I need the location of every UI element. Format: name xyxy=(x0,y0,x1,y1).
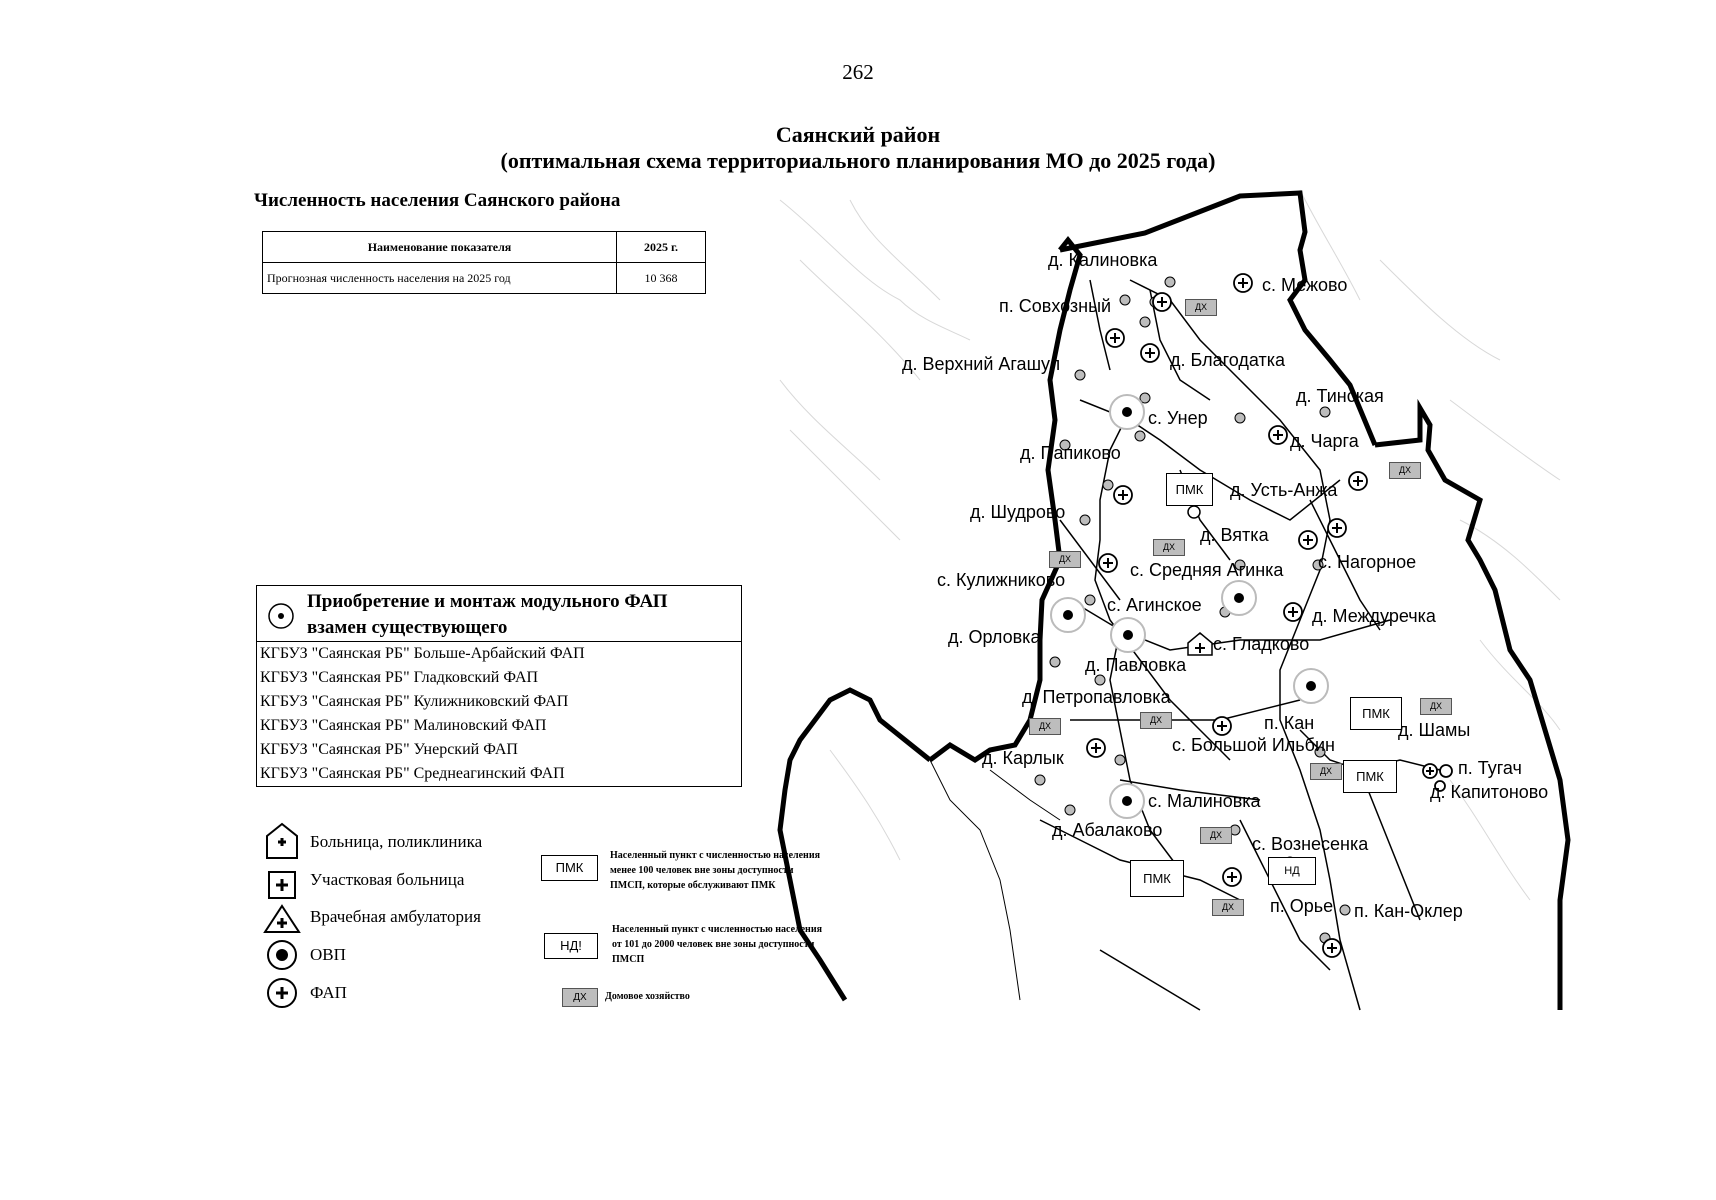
fap-icon xyxy=(1299,531,1317,549)
settlement-marker xyxy=(1188,506,1200,518)
fap-icon xyxy=(1114,486,1132,504)
place-label: д. Верхний Агашул xyxy=(902,354,1061,374)
cell-indicator: Прогнозная численность населения на 2025 год xyxy=(263,263,617,294)
cell-value: 10 368 xyxy=(617,263,706,294)
fap-icon xyxy=(1213,717,1231,735)
place-label: д. Капитоново xyxy=(1430,782,1549,802)
ovp-icon xyxy=(1051,598,1085,632)
household-box: ДХ xyxy=(1185,299,1217,316)
legend-district-hospital-label: Участковая больница xyxy=(310,870,465,889)
place-label: с. Гладково xyxy=(1213,634,1310,654)
fap-icon xyxy=(1328,519,1346,537)
ovp-icon xyxy=(1110,395,1144,429)
place-label: п. Орье xyxy=(1270,896,1334,916)
place-label: с. Нагорное xyxy=(1318,552,1417,572)
place-label: с. Малиновка xyxy=(1148,791,1261,811)
pmk-box: ПМК xyxy=(1166,473,1213,506)
legend-nd-box: НД! xyxy=(544,933,598,959)
place-label: с. Средняя Агинка xyxy=(1130,560,1284,580)
legend-ovp-label: ОВП xyxy=(310,945,346,964)
legend-fap-label: ФАП xyxy=(310,983,347,1002)
place-label: д. Благодатка xyxy=(1170,350,1286,370)
place-label: с. Большой Ильбин xyxy=(1172,735,1335,755)
place-label: д. Карлык xyxy=(982,748,1064,768)
list-item: КГБУЗ "Саянская РБ" Малиновский ФАП xyxy=(260,717,547,734)
pmk-box: ПМК xyxy=(1343,760,1397,793)
ovp-icon xyxy=(1111,618,1145,652)
legend-pmk-box: ПМК xyxy=(541,855,598,881)
place-label: д. Калиновка xyxy=(1048,250,1158,270)
ovp-icon xyxy=(1294,669,1328,703)
list-item: КГБУЗ "Саянская РБ" Среднеагинский ФАП xyxy=(260,765,565,782)
hospital-icon xyxy=(1188,633,1212,655)
fap-icon xyxy=(1106,329,1124,347)
place-label: д. Шамы xyxy=(1398,720,1471,740)
household-box: ДХ xyxy=(1212,899,1244,916)
heading-line-2: взамен существующего xyxy=(307,617,508,638)
place-label: п. Кан-Оклер xyxy=(1354,901,1463,921)
legend-hospital-label: Больница, поликлиника xyxy=(310,832,483,851)
household-box: ДХ xyxy=(1389,462,1421,479)
legend-dx-box: ДХ xyxy=(562,988,598,1007)
place-label: с. Межово xyxy=(1262,275,1348,295)
household-box: ДХ xyxy=(1153,539,1185,556)
place-label: с. Агинское xyxy=(1107,595,1202,615)
fap-icon xyxy=(1284,603,1302,621)
place-label: п. Совхозный xyxy=(999,296,1112,316)
household-box: ДХ xyxy=(1049,551,1081,568)
place-label: д. Тинская xyxy=(1296,386,1384,406)
place-label: д. Орловка xyxy=(948,627,1041,647)
place-label: д. Междуречка xyxy=(1312,606,1436,626)
pmk-box: ПМК xyxy=(1130,860,1184,897)
household-box: ДХ xyxy=(1200,827,1232,844)
page-title: Саянский район xyxy=(775,122,941,147)
fap-icon xyxy=(1234,274,1252,292)
ovp-icon xyxy=(1222,581,1256,615)
place-label: д. Папиково xyxy=(1020,443,1121,463)
legend-pmk-text: Населенный пункт с численностью населения менее 100 человек вне зоны доступности ПМСП, которые обслуживают ПМК xyxy=(610,850,820,891)
legend-dx-text: Домовое хозяйство xyxy=(605,991,690,1002)
list-item: КГБУЗ "Саянская РБ" Больше-Арбайский ФАП xyxy=(260,645,585,662)
column-header-year: 2025 г. xyxy=(617,232,706,263)
place-label: д. Шудрово xyxy=(970,502,1066,522)
household-box: ДХ xyxy=(1420,698,1452,715)
place-label: д. Вятка xyxy=(1200,525,1269,545)
fap-icon xyxy=(1323,939,1341,957)
ovp-icon xyxy=(1110,784,1144,818)
household-box: ДХ xyxy=(1310,763,1342,780)
column-header-indicator: Наименование показателя xyxy=(263,232,617,263)
legend-ambulatory-label: Врачебная амбулатория xyxy=(310,907,481,926)
legend-nd-text: Населенный пункт с численностью населения от 101 до 2000 человек вне зоны доступности ПМСП xyxy=(612,924,822,965)
place-label: д. Чарга xyxy=(1290,431,1359,451)
fap-icon xyxy=(1153,293,1171,311)
nd-box: НД xyxy=(1268,857,1316,885)
place-label: д. Петропавловка xyxy=(1022,687,1171,707)
population-heading: Численность населения Саянского района xyxy=(254,190,621,211)
place-label: д. Усть-Анжа xyxy=(1230,480,1338,500)
place-label: с. Унер xyxy=(1148,408,1208,428)
place-label: с. Кулижниково xyxy=(937,570,1066,590)
fap-icon xyxy=(1141,344,1159,362)
household-box: ДХ xyxy=(1140,712,1172,729)
place-label: с. Вознесенка xyxy=(1252,834,1369,854)
list-item: КГБУЗ "Саянская РБ" Гладковский ФАП xyxy=(260,669,539,686)
heading-line-1: Приобретение и монтаж модульного ФАП xyxy=(307,591,668,612)
outer-roads xyxy=(930,760,1060,1000)
place-label: п. Тугач xyxy=(1458,758,1522,778)
fap-icon xyxy=(1087,739,1105,757)
pmk-box: ПМК xyxy=(1350,697,1402,730)
fap-icon xyxy=(1423,764,1437,778)
settlement-marker xyxy=(1440,765,1452,777)
fap-icon xyxy=(1349,472,1367,490)
place-label: д. Павловка xyxy=(1085,655,1187,675)
household-box: ДХ xyxy=(1029,718,1061,735)
fap-icon xyxy=(1223,868,1241,886)
list-item: КГБУЗ "Саянская РБ" Кулижниковский ФАП xyxy=(260,693,569,710)
place-label: д. Абалаково xyxy=(1052,820,1163,840)
fap-icon xyxy=(1099,554,1117,572)
page-subtitle: (оптимальная схема территориального планирования МО до 2025 года) xyxy=(500,148,1216,173)
list-item: КГБУЗ "Саянская РБ" Унерский ФАП xyxy=(260,741,518,758)
fap-icon xyxy=(1269,426,1287,444)
place-label: п. Кан xyxy=(1264,713,1315,733)
page-number: 262 xyxy=(842,60,874,84)
